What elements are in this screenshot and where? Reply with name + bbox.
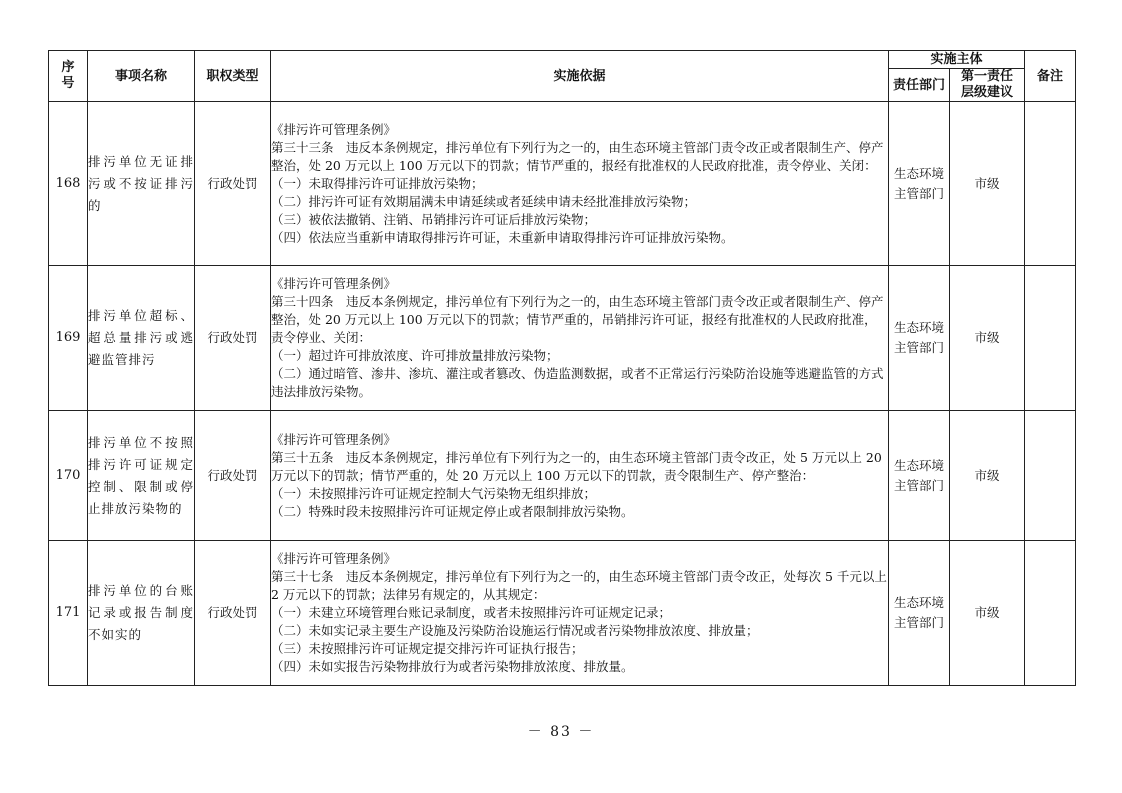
row-name: 排污单位的台账记录或报告制度不如实的 <box>88 541 195 686</box>
row-type: 行政处罚 <box>195 266 271 411</box>
basis-line: 《排污许可管理条例》 <box>271 551 397 566</box>
basis-line: （一）未建立环境管理台账记录制度，或者未按照排污许可证规定记录； <box>271 605 672 620</box>
row-type: 行政处罚 <box>195 411 271 541</box>
row-seq: 170 <box>49 411 88 541</box>
row-dept <box>889 411 950 541</box>
row-dept <box>889 541 950 686</box>
basis-line: （四）未如实报告污染物排放行为或者污染物排放浓度、排放量。 <box>271 659 634 674</box>
row-level: 市级 <box>950 102 1025 266</box>
row-level: 市级 <box>950 411 1025 541</box>
header-dept: 责任部门 <box>889 69 950 102</box>
basis-line: 《排污许可管理条例》 <box>271 431 397 447</box>
row-note <box>1025 266 1076 411</box>
basis-line: （四）依法应当重新申请取得排污许可证，未重新申请取得排污许可证排放污染物。 <box>271 229 734 245</box>
table-row <box>49 266 1076 411</box>
basis-line: 《排污许可管理条例》 <box>271 276 397 291</box>
basis-line: （二）未如实记录主要生产设施及污染防治设施运行情况或者污染物排放浓度、排放量； <box>271 623 759 638</box>
basis-line: （三）被依法撤销、注销、吊销排污许可证后排放污染物； <box>271 211 597 227</box>
row-seq: 169 <box>49 266 88 411</box>
basis-line: 《排污许可管理条例》 <box>271 121 397 137</box>
basis-line: 第三十七条 违反本条例规定，排污单位有下列行为之一的，由生态环境主管部门责令改正，处每次 5 千元以上 2 万元以下的罚款；法律另有规定的，从其规定： <box>271 569 887 602</box>
row-note <box>1025 541 1076 686</box>
row-dept-text: 生态环境主管部门 <box>893 165 944 201</box>
row-dept-text: 生态环境主管部门 <box>893 457 944 493</box>
enforcement-table <box>48 50 1076 686</box>
page-number: － 83 － <box>527 724 595 740</box>
basis-line: （二）特殊时段未按照排污许可证规定停止或者限制排放污染物。 <box>271 503 634 519</box>
row-seq: 171 <box>49 541 88 686</box>
header-level: 第一责任层级建议 <box>950 69 1025 102</box>
basis-line: （一）未按照排污许可证规定控制大气污染物无组织排放； <box>271 485 597 501</box>
table-row <box>49 102 1076 266</box>
header-seq: 序号 <box>49 51 88 102</box>
row-name: 排污单位超标、超总量排污或逃避监管排污 <box>88 266 195 411</box>
basis-line: 第三十四条 违反本条例规定，排污单位有下列行为之一的，由生态环境主管部门责令改正或者限制生产、停产整治，处 20 万元以上 100 万元以下的罚款；情节严重的，吊销排污许可证，报经有批准权的人民政府批准，责令停业、关闭： <box>271 294 884 345</box>
basis-line: （二）排污许可证有效期届满未申请延续或者延续申请未经批准排放污染物； <box>271 193 697 209</box>
row-dept <box>889 102 950 266</box>
row-level: 市级 <box>950 266 1025 411</box>
basis-line: （三）未按照排污许可证规定提交排污许可证执行报告； <box>271 641 584 656</box>
header-note: 备注 <box>1025 51 1076 102</box>
row-dept-text: 生态环境主管部门 <box>893 320 944 355</box>
table-row <box>49 411 1076 541</box>
row-type: 行政处罚 <box>195 102 271 266</box>
row-basis <box>271 541 889 686</box>
header-subject: 实施主体 <box>889 51 1025 69</box>
header-name: 事项名称 <box>88 51 195 102</box>
basis-line: 第三十五条 违反本条例规定，排污单位有下列行为之一的，由生态环境主管部门责令改正，处 5 万元以上 20 万元以下的罚款；情节严重的，处 20 万元以上 100 万元以下的罚款，责令限制生产、停产整治： <box>271 449 882 483</box>
row-dept <box>889 266 950 411</box>
row-basis <box>271 411 889 541</box>
row-dept-text: 生态环境主管部门 <box>893 595 944 630</box>
basis-line: （一）未取得排污许可证排放污染物； <box>271 175 484 191</box>
row-name: 排污单位无证排污或不按证排污的 <box>88 102 195 266</box>
row-level: 市级 <box>950 541 1025 686</box>
header-basis: 实施依据 <box>271 51 889 102</box>
basis-line: 第三十三条 违反本条例规定，排污单位有下列行为之一的，由生态环境主管部门责令改正或者限制生产、停产整治，处 20 万元以上 100 万元以下的罚款；情节严重的，报经有批准权的人民政府批准，责令停业、关闭： <box>271 139 884 173</box>
basis-line: （二）通过暗管、渗井、渗坑、灌注或者篡改、伪造监测数据，或者不正常运行污染防治设施等逃避监管的方式违法排放污染物。 <box>271 366 884 399</box>
row-seq: 168 <box>49 102 88 266</box>
row-basis <box>271 102 889 266</box>
row-name: 排污单位不按照排污许可证规定控制、限制或停止排放污染物的 <box>88 411 195 541</box>
basis-line: （一）超过许可排放浓度、许可排放量排放污染物； <box>271 348 559 363</box>
header-type: 职权类型 <box>195 51 271 102</box>
row-basis <box>271 266 889 411</box>
row-type: 行政处罚 <box>195 541 271 686</box>
table-row <box>49 541 1076 686</box>
row-note <box>1025 411 1076 541</box>
row-note <box>1025 102 1076 266</box>
